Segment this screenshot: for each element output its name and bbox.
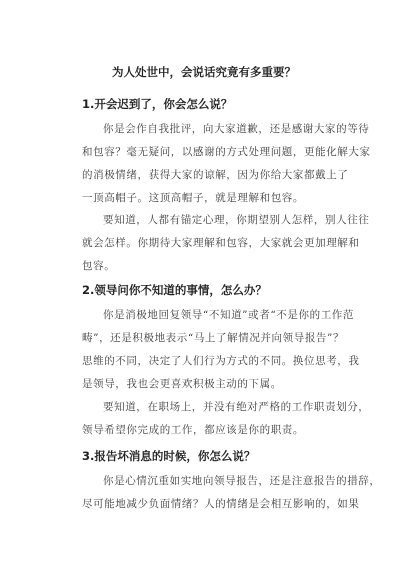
text-line: 领导希望你完成的工作，都应该是你的职责。	[82, 424, 304, 436]
text-line: 是领导，我也会更喜欢积极主动的下属。	[82, 378, 282, 390]
text-line: 和包容？毫无疑问，以感谢的方式处理问题，更能化解大家	[82, 146, 371, 158]
text-line: 畴”，还是积极地表示“马上了解情况并向领导报告”？	[82, 332, 345, 344]
text-line: 就会怎样。你期待大家理解和包容，大家就会更加理解和	[82, 237, 360, 249]
section-3-paragraph-1	[82, 470, 381, 516]
text-line: 要知道，在职场上，并没有绝对严格的工作职责划分，	[103, 401, 370, 413]
text-line: 你是消极地回复领导“不知道”或者“不是你的工作范	[103, 309, 355, 321]
text-line: 一顶高帽子。这顶高帽子，就是理解和包容。	[82, 192, 304, 204]
section-2-paragraph-1	[82, 304, 360, 396]
section-1-heading: 1.开会迟到了，你会怎么说？	[82, 97, 233, 111]
text-line: 的消极情绪，获得大家的谅解，因为你给大家都戴上了	[82, 169, 349, 181]
section-2-paragraph-2	[82, 396, 370, 442]
text-line: 你是会作自我批评，向大家道歉，还是感谢大家的等待	[103, 123, 370, 135]
text-line: 你是心情沉重如实地向领导报告，还是注意报告的措辞，	[103, 475, 381, 487]
section-1-paragraph-1	[82, 118, 371, 210]
text-line: 包容。	[82, 260, 116, 272]
section-3-heading: 3.报告坏消息的时候，你怎么说？	[82, 449, 256, 463]
section-2-heading: 2.领导问你不知道的事情，怎么办？	[82, 283, 267, 297]
page-title: 为人处世中，会说话究竟有多重要？	[112, 65, 296, 79]
text-line: 思维的不同，决定了人们行为方式的不同。换位思考，我	[82, 355, 360, 367]
section-1-paragraph-2	[82, 209, 370, 278]
text-line: 要知道，人都有锚定心理，你期望别人怎样，别人往往	[103, 214, 370, 226]
text-line: 尽可能地减少负面情绪？人的情绪是会相互影响的，如果	[82, 498, 360, 510]
